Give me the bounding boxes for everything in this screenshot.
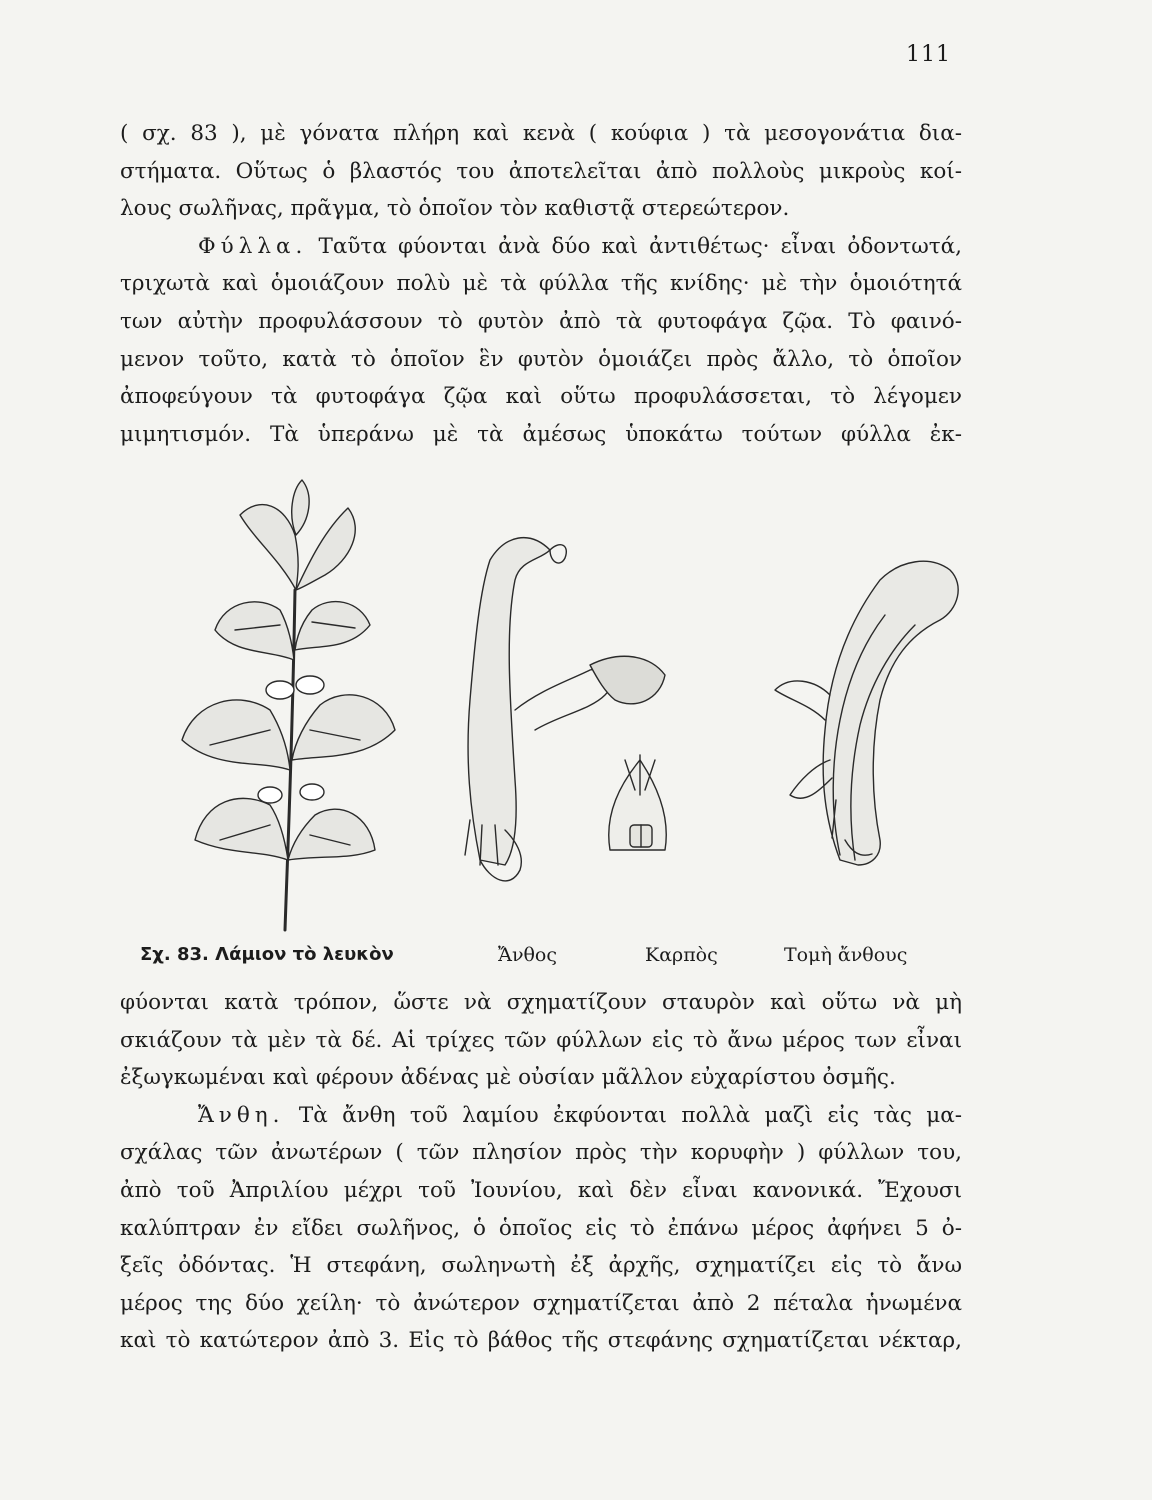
caption-fruit: Καρπὸς: [645, 944, 718, 966]
bottom-paragraphs: [120, 984, 962, 1360]
plant-drawing: [182, 480, 395, 930]
heading-flowers: Ἄνθη.: [198, 1102, 285, 1128]
text-line: [120, 416, 962, 454]
text-line: μέρος της δύο χείλη· τὸ ἀνώτερον σχηματίζεται ἀπὸ 2 πέταλα ἡνωμένα: [120, 1290, 962, 1316]
page-number: 111: [906, 42, 951, 67]
fruit-drawing: [609, 755, 667, 850]
flower-section-drawing: [775, 561, 958, 865]
text-line: σκιάζουν τὰ μὲν τὰ δέ. Αἱ τρίχες τῶν φύλλων εἰς τὸ ἄνω μέρος των εἶναι: [120, 1027, 962, 1053]
leaves-text: Ταῦτα φύονται ἀνὰ δύο καὶ ἀντιθέτως· εἶναι ὀδοντωτά,: [318, 233, 962, 259]
caption-flower: Ἄνθος: [498, 944, 558, 966]
text-line: τριχωτὰ καὶ ὁμοιάζουν πολὺ μὲ τὰ φύλλα τῆς κνίδης· μὲ τὴν ὁμοιότητά: [120, 271, 962, 297]
text-line: σχάλας τῶν ἀνωτέρων ( τῶν πλησίον πρὸς τὴν κορυφὴν ) φύλλων του,: [120, 1140, 962, 1166]
text-line: ἀπὸ τοῦ Ἀπριλίου μέχρι τοῦ Ἰουνίου, καὶ δὲν εἶναι κανονικά. Ἔχουσι: [120, 1177, 962, 1203]
caption-flower-section: Τομὴ ἄνθους: [784, 944, 908, 966]
text-line: ( σχ. 83 ), μὲ γόνατα πλήρη καὶ κενὰ ( κούφια ) τὰ μεσογονάτια δια-: [120, 121, 962, 146]
top-paragraphs: [120, 115, 962, 453]
text-line: ξεῖς ὀδόντας. Ἡ στεφάνη, σωληνωτὴ ἐξ ἀρχῆς, σχηματίζει εἰς τὸ ἄνω: [120, 1253, 962, 1279]
mimicry-text: Τὰ ὑπεράνω μὲ τὰ ἀμέσως ὑποκάτω τούτων φύλλα ἐκ-: [270, 421, 962, 447]
lamium-figure: [120, 460, 962, 940]
text-line: μενον τοῦτο, κατὰ τὸ ὁποῖον ἓν φυτὸν ὁμοιάζει πρὸς ἄλλο, τὸ ὁποῖον: [120, 346, 962, 372]
text-line: στήματα. Οὕτως ὁ βλαστός του ἀποτελεῖται ἀπὸ πολλοὺς μικροὺς κοί-: [120, 158, 962, 184]
flowers-text: Τὰ ἄνθη τοῦ λαμίου ἐκφύονται πολλὰ μαζὶ εἰς τὰς μα-: [298, 1102, 962, 1128]
text-line: των αὐτὴν προφυλάσσουν τὸ φυτὸν ἀπὸ τὰ φυτοφάγα ζῷα. Τὸ φαινό-: [120, 308, 962, 334]
text-line: καὶ τὸ κατώτερον ἀπὸ 3. Εἰς τὸ βάθος τῆς στεφάνης σχηματίζεται νέκταρ,: [120, 1328, 962, 1354]
text-line: ἐξωγκωμέναι καὶ φέρουν ἀδένας μὲ οὐσίαν μᾶλλον εὐχαρίστου ὀσμῆς.: [120, 1065, 896, 1091]
term-mimicry: μιμητισμόν.: [120, 421, 252, 447]
text-line: ἀποφεύγουν τὰ φυτοφάγα ζῷα καὶ οὕτω προφυλάσσεται, τὸ λέγομεν: [120, 384, 962, 410]
text-line: καλύπτραν ἐν εἴδει σωλῆνος, ὁ ὁποῖος εἰς τὸ ἐπάνω μέρος ἀφήνει 5 ὀ-: [120, 1215, 962, 1241]
text-line: φύονται κατὰ τρόπον, ὥστε νὰ σχηματίζουν σταυρὸν καὶ οὕτω νὰ μὴ: [120, 990, 962, 1015]
text-line: λους σωλῆνας, πρᾶγμα, τὸ ὁποῖον τὸν καθιστᾷ στερεώτερον.: [120, 196, 790, 222]
lamium-illustration: [120, 460, 962, 940]
text-line: [120, 228, 962, 266]
caption-main: Σχ. 83. Λάμιον τὸ λευκὸν: [140, 944, 394, 965]
text-line: [120, 1097, 962, 1135]
heading-leaves: Φύλλα.: [198, 233, 308, 259]
figure-captions: [120, 944, 962, 978]
